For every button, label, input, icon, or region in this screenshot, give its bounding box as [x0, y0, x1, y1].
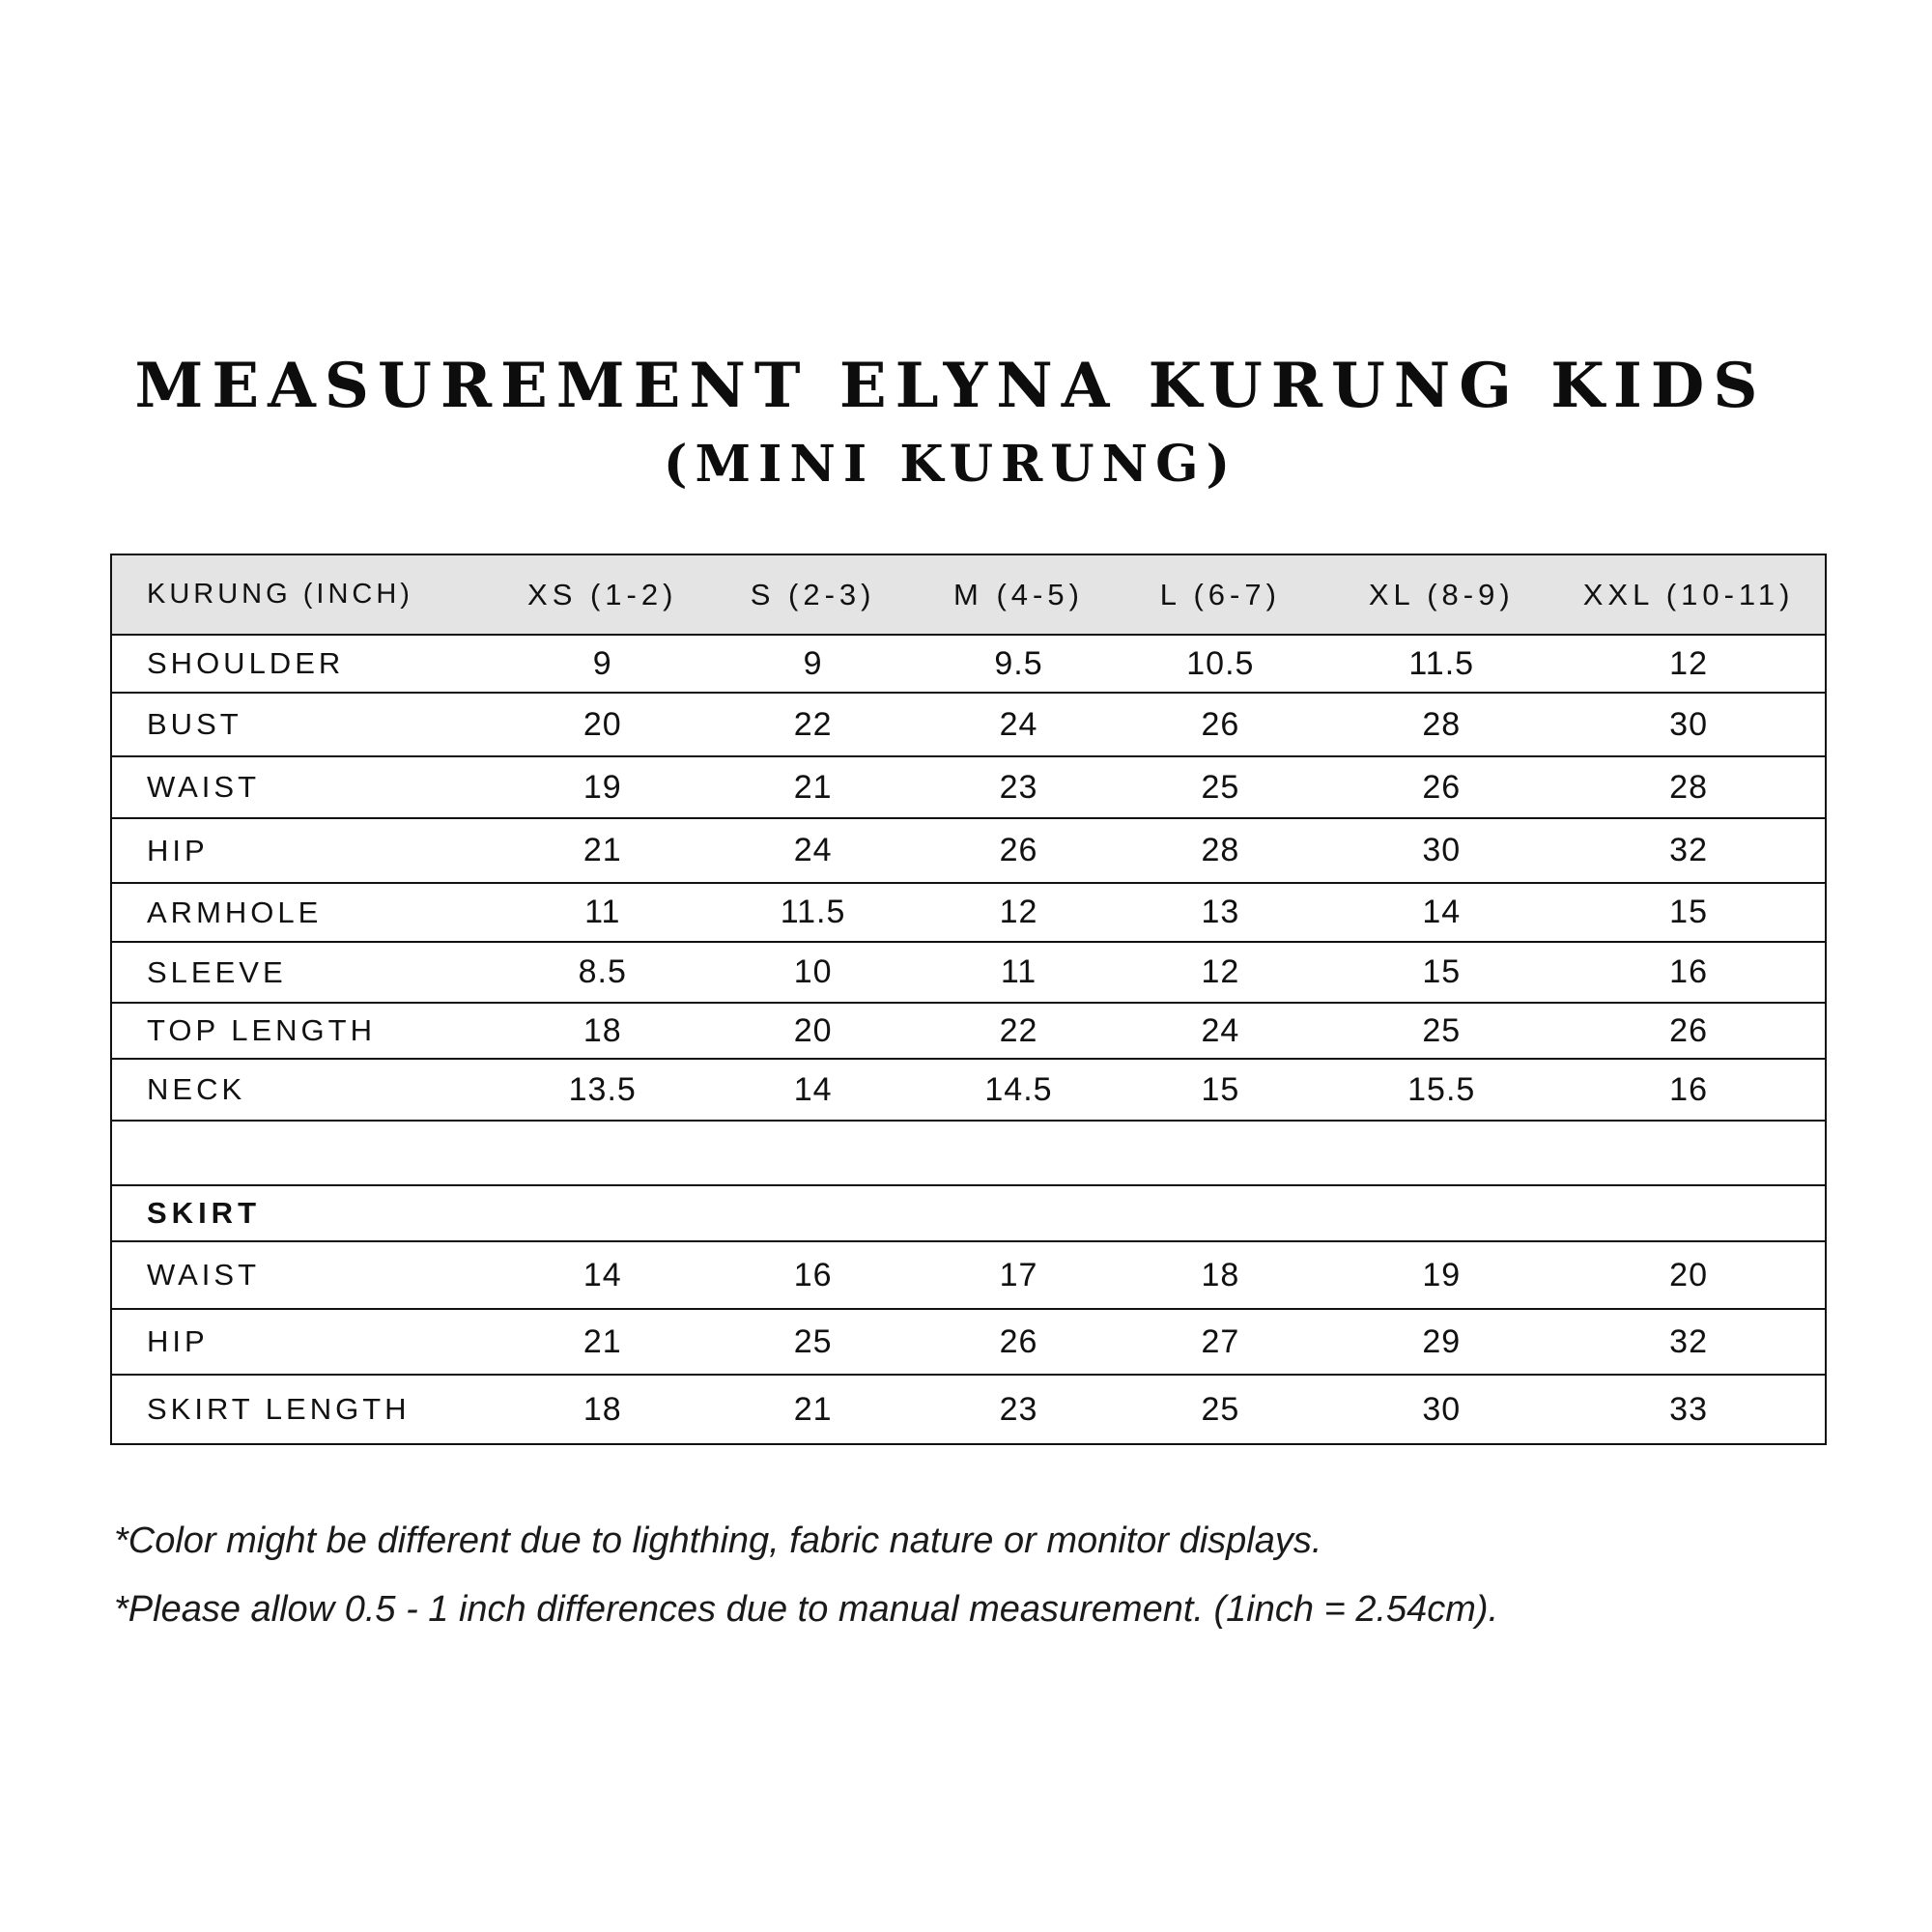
table-cell: 30 [1422, 832, 1462, 868]
row-label-top-length: TOP LENGTH [147, 1013, 376, 1047]
table-cell: 22 [999, 1011, 1038, 1049]
table-cell: 13.5 [568, 1070, 637, 1108]
table-row [112, 817, 1825, 882]
table-row [112, 692, 1825, 755]
row-label-skirt-hip: HIP [147, 1324, 209, 1358]
table-row [112, 882, 1825, 941]
table-cell: 30 [1669, 705, 1708, 743]
table-cell: 16 [1669, 1070, 1708, 1108]
row-label-skirt-length: SKIRT LENGTH [147, 1392, 411, 1426]
section-heading-skirt: SKIRT [147, 1196, 261, 1230]
table-cell: 26 [999, 1322, 1038, 1360]
table-cell: 15 [1201, 1070, 1240, 1108]
table-cell: 25 [1201, 768, 1240, 806]
header-size-l: L (6-7) [1159, 577, 1281, 611]
table-cell: 14 [793, 1070, 833, 1108]
table-row [112, 941, 1825, 1002]
table-cell: 26 [1422, 768, 1462, 806]
table-cell: 32 [1669, 1322, 1708, 1360]
table-cell: 11.5 [1408, 644, 1475, 682]
row-label-waist: WAIST [147, 770, 261, 804]
table-cell: 20 [1669, 1256, 1708, 1293]
table-cell: 21 [793, 768, 833, 806]
table-cell: 17 [999, 1256, 1038, 1293]
table-cell: 16 [793, 1256, 833, 1293]
table-cell: 10.5 [1186, 644, 1255, 682]
table-cell: 15 [1669, 894, 1708, 930]
table-cell: 24 [1201, 1011, 1240, 1049]
table-cell: 11 [584, 894, 621, 930]
table-cell: 27 [1201, 1322, 1240, 1360]
row-label-armhole: ARMHOLE [147, 895, 323, 929]
row-label-neck: NECK [147, 1072, 246, 1106]
row-label-hip: HIP [147, 833, 209, 867]
page-title: MEASUREMENT ELYNA KURUNG KIDS [134, 350, 1767, 422]
table-cell: 18 [582, 1390, 622, 1428]
table-cell: 18 [582, 1011, 622, 1049]
table-cell: 10 [793, 953, 833, 990]
table-row [112, 634, 1825, 692]
header-label: KURUNG (INCH) [147, 579, 413, 610]
table-cell: 13 [1201, 894, 1240, 930]
header-size-xl: XL (8-9) [1368, 577, 1515, 611]
table-cell: 11.5 [780, 894, 846, 930]
table-cell: 16 [1669, 953, 1708, 990]
table-cell: 11 [1000, 953, 1037, 990]
table-header-row [112, 555, 1825, 634]
table-cell: 21 [793, 1390, 833, 1428]
table-row [112, 1002, 1825, 1058]
table-cell: 30 [1422, 1390, 1462, 1428]
table-cell: 24 [999, 705, 1038, 743]
table-row [112, 755, 1825, 817]
table-cell: 28 [1422, 705, 1462, 743]
table-cell: 26 [1669, 1011, 1708, 1049]
table-cell: 32 [1669, 832, 1708, 868]
empty-spacer-row [112, 1120, 1825, 1184]
row-label-shoulder: SHOULDER [147, 646, 345, 680]
table-cell: 21 [582, 1322, 622, 1360]
table-cell: 8.5 [578, 953, 627, 990]
header-size-m: M (4-5) [953, 577, 1084, 611]
table-cell: 33 [1669, 1390, 1708, 1428]
row-label-skirt-waist: WAIST [147, 1258, 261, 1292]
table-cell: 9 [592, 644, 612, 682]
table-cell: 9.5 [994, 644, 1043, 682]
table-cell: 9 [803, 644, 823, 682]
table-cell: 29 [1422, 1322, 1462, 1360]
color-disclaimer-note: *Color might be different due to lighthing, fabric nature or monitor displays. [114, 1520, 1322, 1561]
table-cell: 19 [582, 768, 622, 806]
table-cell: 24 [793, 832, 833, 868]
table-cell: 28 [1201, 832, 1240, 868]
table-row [112, 1058, 1825, 1120]
table-cell: 23 [999, 1390, 1038, 1428]
table-cell: 28 [1669, 768, 1708, 806]
header-size-xxl: XXL (10-11) [1582, 577, 1795, 611]
table-cell: 26 [999, 832, 1038, 868]
table-cell: 22 [793, 705, 833, 743]
row-label-bust: BUST [147, 707, 242, 741]
header-size-s: S (2-3) [750, 577, 876, 611]
table-cell: 25 [1422, 1011, 1462, 1049]
table-cell: 19 [1422, 1256, 1462, 1293]
table-cell: 12 [999, 894, 1038, 930]
size-chart-table [110, 554, 1827, 1445]
skirt-section-row [112, 1184, 1825, 1240]
table-row [112, 1374, 1825, 1443]
table-cell: 26 [1201, 705, 1240, 743]
page-subtitle: (MINI KURUNG) [663, 435, 1238, 494]
table-cell: 21 [582, 832, 622, 868]
table-cell: 12 [1201, 953, 1240, 990]
table-cell: 15 [1422, 953, 1462, 990]
table-cell: 14 [582, 1256, 622, 1293]
table-cell: 12 [1669, 644, 1708, 682]
table-row [112, 1240, 1825, 1308]
table-cell: 20 [793, 1011, 833, 1049]
header-size-xs: XS (1-2) [527, 577, 678, 611]
table-row [112, 1308, 1825, 1374]
table-cell: 14 [1422, 894, 1462, 930]
row-label-sleeve: SLEEVE [147, 954, 287, 989]
table-cell: 23 [999, 768, 1038, 806]
table-cell: 25 [793, 1322, 833, 1360]
table-cell: 25 [1201, 1390, 1240, 1428]
table-cell: 15.5 [1407, 1070, 1476, 1108]
measurement-tolerance-note: *Please allow 0.5 - 1 inch differences due to manual measurement. (1inch = 2.54cm). [114, 1589, 1499, 1630]
table-cell: 20 [582, 705, 622, 743]
table-cell: 14.5 [984, 1070, 1053, 1108]
table-cell: 18 [1201, 1256, 1240, 1293]
